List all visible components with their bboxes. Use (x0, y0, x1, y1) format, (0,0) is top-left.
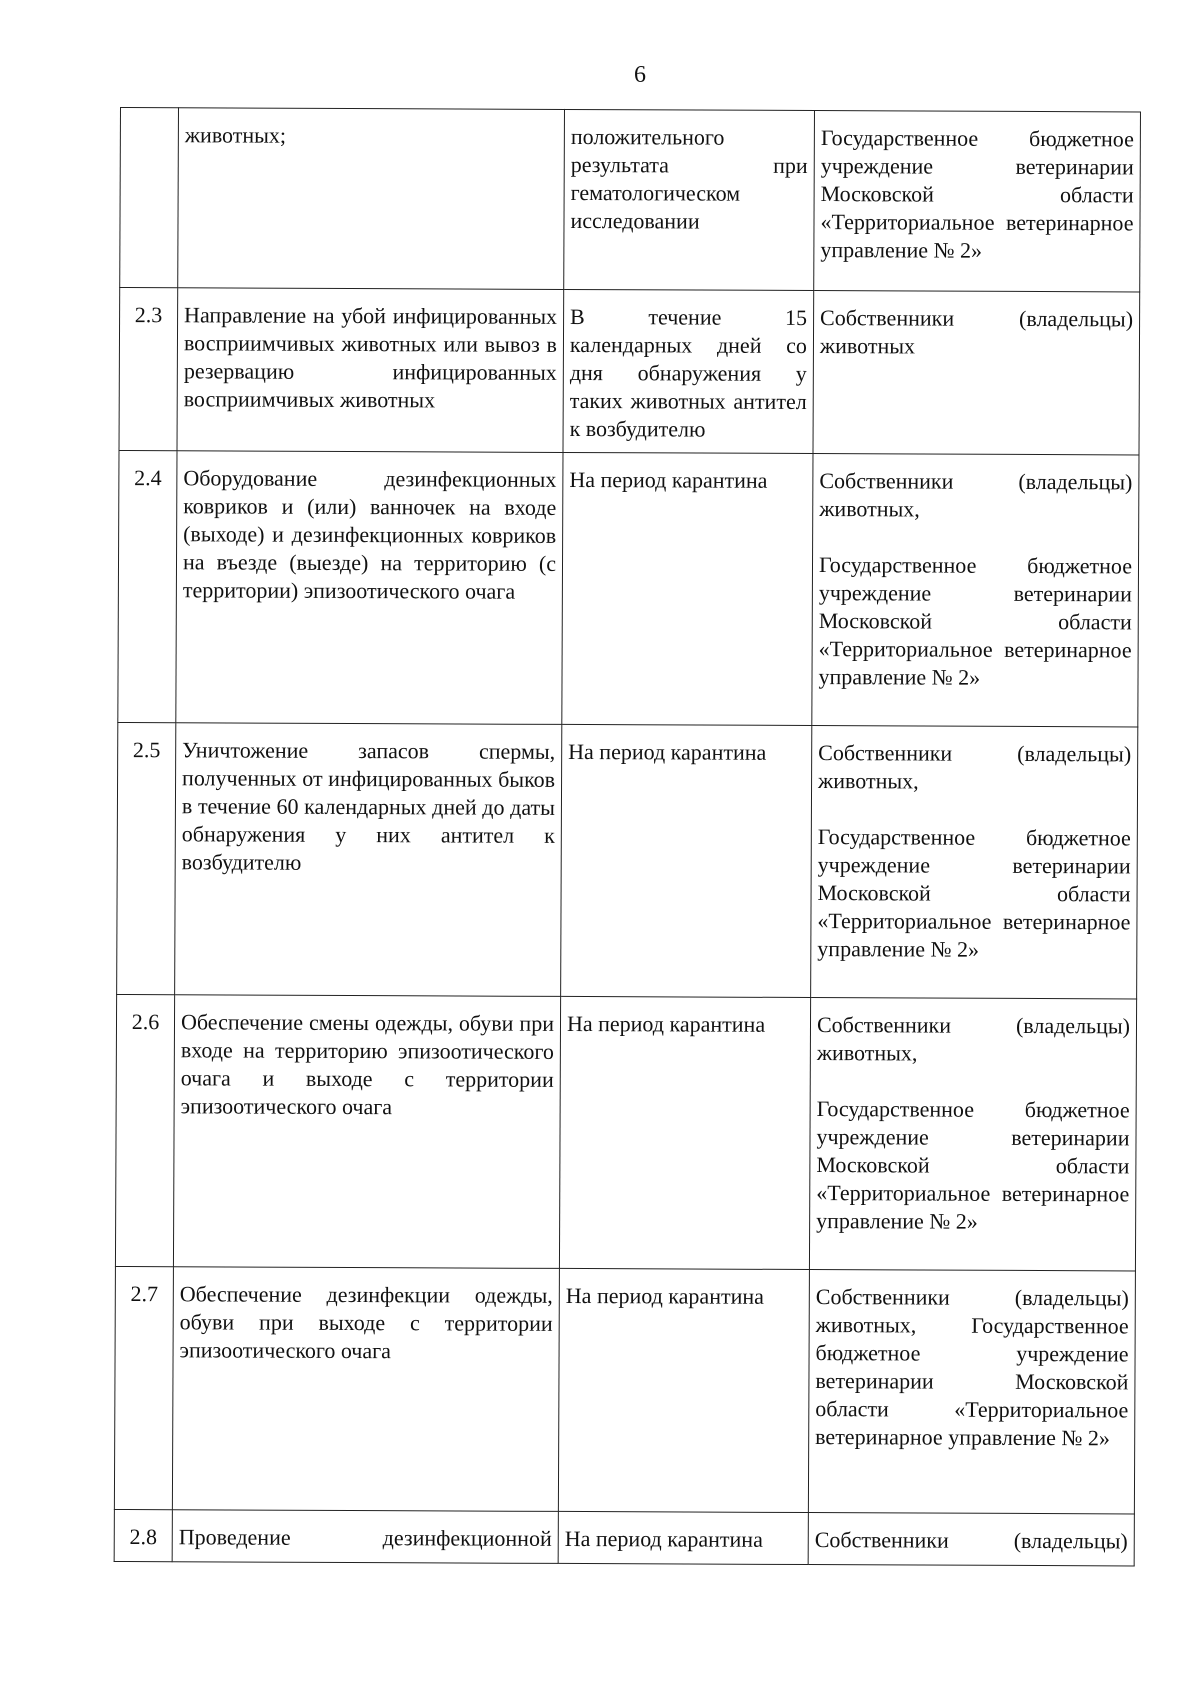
measure-cell (172, 1510, 558, 1564)
measures-table (114, 107, 1141, 1566)
measure-cell (177, 288, 564, 453)
table-row (115, 994, 1136, 1270)
responsible-cell (809, 998, 1136, 1271)
measure-text: Обеспечение дезинфекции одежды, обуви при выходе с территории эпизоотического очага (179, 1281, 553, 1364)
table-row (117, 722, 1138, 998)
page-number: 6 (634, 62, 646, 88)
measure-cell (172, 1267, 559, 1512)
row-number: 2.4 (118, 450, 177, 722)
row-number: 2.6 (115, 994, 174, 1266)
term-cell (562, 452, 813, 725)
term-cell (559, 996, 810, 1269)
table-row (114, 1509, 1134, 1565)
responsible-cell (813, 291, 1140, 455)
responsible-text: Собственники (владельцы) животных, (816, 1012, 1131, 1066)
term-text: На период карантина (566, 1010, 766, 1037)
responsible-text: Собственники (владельцы) животных, Государственное бюджетное учреждение ветеринарии Московской области «Территориальное ветеринарное управление № 2» (815, 1284, 1129, 1451)
measure-cell (178, 108, 565, 290)
table-row (119, 288, 1140, 455)
table-row (118, 450, 1139, 726)
table-row (120, 108, 1141, 292)
term-text: На период карантина (569, 466, 768, 493)
responsible-text: Собственники (владельцы) животных (819, 305, 1134, 359)
row-number: 2.7 (114, 1266, 173, 1509)
term-text: На период карантина (565, 1282, 764, 1309)
row-number (120, 108, 179, 288)
responsible-cell (811, 726, 1138, 999)
responsible-cell (808, 1270, 1135, 1514)
responsible-text: Собственники (владельцы) животных, (819, 468, 1133, 522)
term-cell (561, 724, 812, 997)
term-text: На период карантина (564, 1525, 763, 1552)
measure-text: Направление на убой инфицированных восприимчивых животных или вывоз в резервацию инфицированных восприимчивых животных (183, 302, 558, 413)
responsible-text: Государственное бюджетное учреждение ветеринарии Московской области «Территориальное ветеринарное управление № 2» (820, 125, 1134, 263)
term-cell (563, 289, 814, 453)
measure-cell (175, 723, 562, 997)
measure-text: животных; (184, 122, 287, 148)
responsible-text: Собственники (владельцы) животных, (818, 740, 1132, 794)
row-number: 2.8 (114, 1509, 172, 1561)
responsible-text: Собственники (владельцы) (814, 1527, 1128, 1554)
term-cell (558, 1268, 809, 1512)
paragraph-gap (818, 795, 1131, 824)
row-number: 2.3 (119, 288, 178, 451)
term-text: В течение 15 календарных дней со дня обнаружения у таких животных антител к возбудителю (569, 303, 808, 442)
table-row (114, 1266, 1135, 1513)
term-text: положительного результата при гематологическом исследовании (570, 123, 808, 234)
measure-text: Обеспечение смены одежды, обуви при входе на территорию эпизоотического очага и выходе с территории эпизоотического очага (180, 1009, 555, 1120)
term-cell (564, 109, 815, 290)
term-cell (558, 1511, 808, 1564)
measure-text: Оборудование дезинфекционных ковриков и (или) ванночек на входе (выходе) и дезинфекционных ковриков на въезде (выезде) на территорию (с территории) эпизоотического очага (182, 465, 557, 604)
measure-text: Уничтожение запасов спермы, полученных от инфицированных быков в течение 60 календарных дней до даты обнаружения у них антител к возбудителю (181, 737, 556, 875)
row-number: 2.5 (117, 722, 176, 994)
paragraph-gap (819, 523, 1132, 552)
paragraph-gap (817, 1067, 1130, 1096)
measure-cell (176, 451, 563, 725)
responsible-cell (812, 454, 1139, 727)
responsible-cell (808, 1513, 1134, 1566)
responsible-extra-text: Государственное бюджетное учреждение ветеринарии Московской области «Территориальное ветеринарное управление № 2» (816, 1096, 1130, 1234)
measure-text: Проведение дезинфекционной (178, 1524, 552, 1551)
responsible-extra-text: Государственное бюджетное учреждение ветеринарии Московской области «Территориальное ветеринарное управление № 2» (818, 552, 1133, 690)
responsible-extra-text: Государственное бюджетное учреждение ветеринарии Московской области «Территориальное ветеринарное управление № 2» (817, 824, 1131, 962)
responsible-cell (814, 111, 1141, 292)
measure-cell (173, 995, 560, 1269)
term-text: На период карантина (568, 738, 767, 765)
